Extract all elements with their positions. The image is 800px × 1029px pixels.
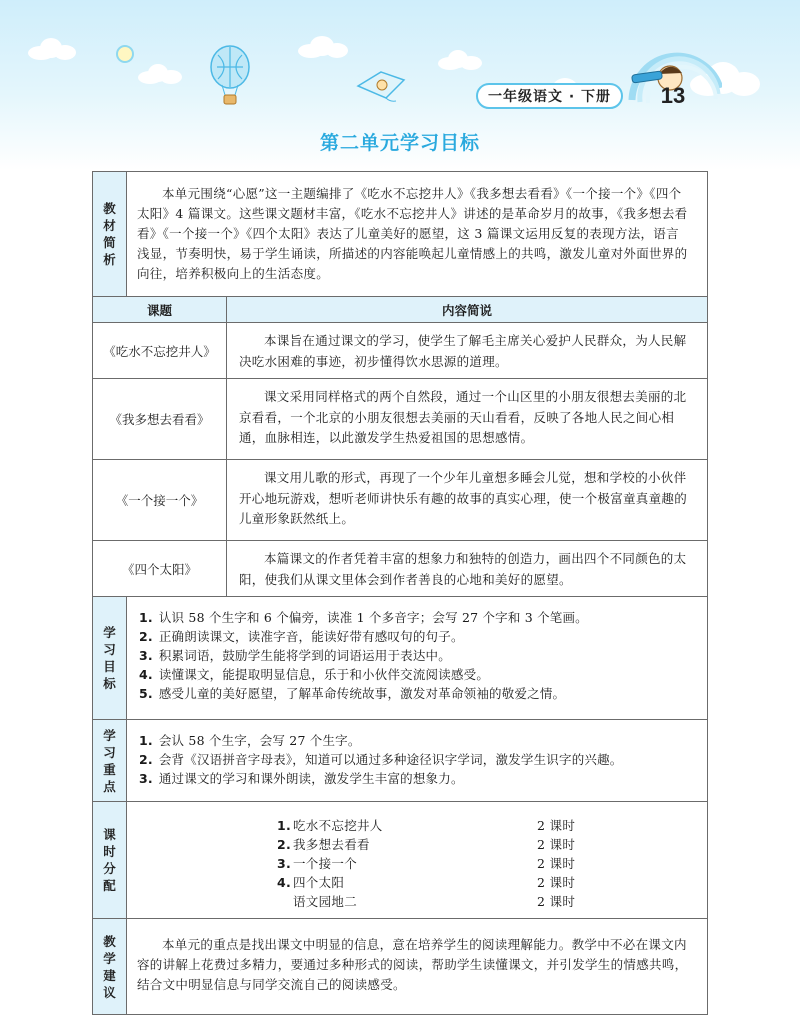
book-label: 一年级语文 · 下册 [476, 83, 623, 109]
goals-row [93, 596, 707, 719]
lesson-row [93, 540, 707, 596]
schedule-item: 1. 吃水不忘挖井人 2 课时 [277, 818, 576, 833]
sun-icon [116, 45, 134, 63]
hot-air-balloon-icon [208, 45, 252, 107]
list-item: 3. 通过课文的学习和课外朗读，激发学生丰富的想象力。 [139, 771, 464, 786]
goals-side-label: 学 习 目 标 [93, 597, 127, 719]
schedule-row [93, 801, 707, 918]
lesson-title: 《四个太阳》 [93, 541, 227, 596]
list-item: 2. 正确朗读课文，读准字音，能读好带有感叹句的句子。 [139, 629, 464, 644]
focus-list [127, 720, 707, 801]
page-title: 第二单元学习目标 [319, 132, 480, 154]
schedule-list [127, 802, 707, 918]
list-item: 2. 会背《汉语拼音字母表》，知道可以通过多种途径识字学词，激发学生识字的兴趣。 [139, 752, 623, 767]
page-header [0, 0, 800, 170]
lesson-title: 《我多想去看看》 [93, 379, 227, 459]
lesson-summary-header: 内容简说 [441, 302, 492, 318]
lesson-summary: 本篇课文的作者凭着丰富的想象力和独特的创造力，画出四个不同颜色的太阳，使我们从课文里体会到作者善良的心地和美好的愿望。 [239, 551, 687, 587]
schedule-item: 3. 一个接一个 2 课时 [277, 856, 576, 871]
cloud-illustration [28, 38, 76, 60]
cloud-illustration [298, 36, 348, 58]
advice-row [93, 918, 707, 1014]
unit-goals-table [92, 171, 708, 1015]
overview-side-label: 教 材 简 析 [93, 172, 127, 296]
schedule-side-label: 课 时 分 配 [93, 802, 127, 918]
focus-side-label: 学 习 重 点 [93, 720, 127, 801]
cloud-illustration [438, 50, 482, 70]
list-item: 5. 感受儿童的美好愿望，了解革命传统故事，激发对革命领袖的敬爱之情。 [139, 686, 566, 701]
overview-text: 本单元围绕“心愿”这一主题编排了《吃水不忘挖井人》《我多想去看看》《一个接一个》《四个太阳》4 篇课文。这些课文题材丰富，《吃水不忘挖井人》讲述的是革命岁月的故事，《我多想去看看》《一个接一个》《四个太阳》表达了儿童美好的愿望，这 3 篇课文运用反复的表现方法，语言浅显，节奏明快，易于学生诵读，所描述的内容能唤起儿童情感上的共鸣，激发儿童对外面世界的向往，培养积极向上的生活态度。 [137, 186, 688, 281]
lesson-title: 《一个接一个》 [93, 460, 227, 540]
focus-row [93, 719, 707, 801]
lesson-title: 《吃水不忘挖井人》 [93, 323, 227, 378]
schedule-item: 2. 我多想去看看 2 课时 [277, 837, 576, 852]
page-number: 13 [660, 83, 686, 108]
cloud-illustration [138, 64, 182, 84]
schedule-item: 语文园地二 2 课时 [293, 894, 576, 909]
lesson-summary: 本课旨在通过课文的学习，使学生了解毛主席关心爱护人民群众，为人民解决吃水困难的事迹，初步懂得饮水思源的道理。 [239, 333, 687, 369]
list-item: 3. 积累词语，鼓励学生能将学到的词语运用于表达中。 [139, 648, 451, 663]
lessons-header-row [93, 296, 707, 322]
list-item: 4. 读懂课文，能提取明显信息，乐于和小伙伴交流阅读感受。 [139, 667, 490, 682]
list-item: 1. 会认 58 个生字，会写 27 个生字。 [139, 733, 361, 748]
lesson-row [93, 459, 707, 540]
lesson-summary: 课文采用同样格式的两个自然段，通过一个山区里的小朋友很想去美丽的北京看看，一个北京的小朋友很想去美丽的天山看看，反映了各地人民之间心相通，血脉相连，以此激发学生热爱祖国的思想感情。 [239, 389, 687, 445]
advice-side-label: 教 学 建 议 [93, 919, 127, 1014]
list-item: 1. 认识 58 个生字和 6 个偏旁，读准 1 个多音字；会写 27 个字和 3 个笔画。 [139, 610, 588, 625]
lesson-row [93, 378, 707, 459]
lesson-title-header: 课题 [93, 297, 227, 322]
lesson-summary: 课文用儿歌的形式，再现了一个少年儿童想多睡会儿觉，想和学校的小伙伴开心地玩游戏，想听老师讲快乐有趣的故事的真实心理，使一个极富童真童趣的儿童形象跃然纸上。 [239, 470, 688, 526]
schedule-item: 4. 四个太阳 2 课时 [277, 875, 576, 890]
lesson-row [93, 322, 707, 378]
advice-text: 本单元的重点是找出课文中明显的信息，意在培养学生的阅读理解能力。教学中不必在课文内容的讲解上花费过多精力，要通过多种形式的阅读，帮助学生读懂课文，并引发学生的情感共鸣，结合文中明显信息与同学交流自己的阅读感受。 [137, 937, 688, 992]
goals-list [127, 597, 707, 719]
overview-row [93, 172, 707, 296]
kite-icon [356, 68, 406, 104]
